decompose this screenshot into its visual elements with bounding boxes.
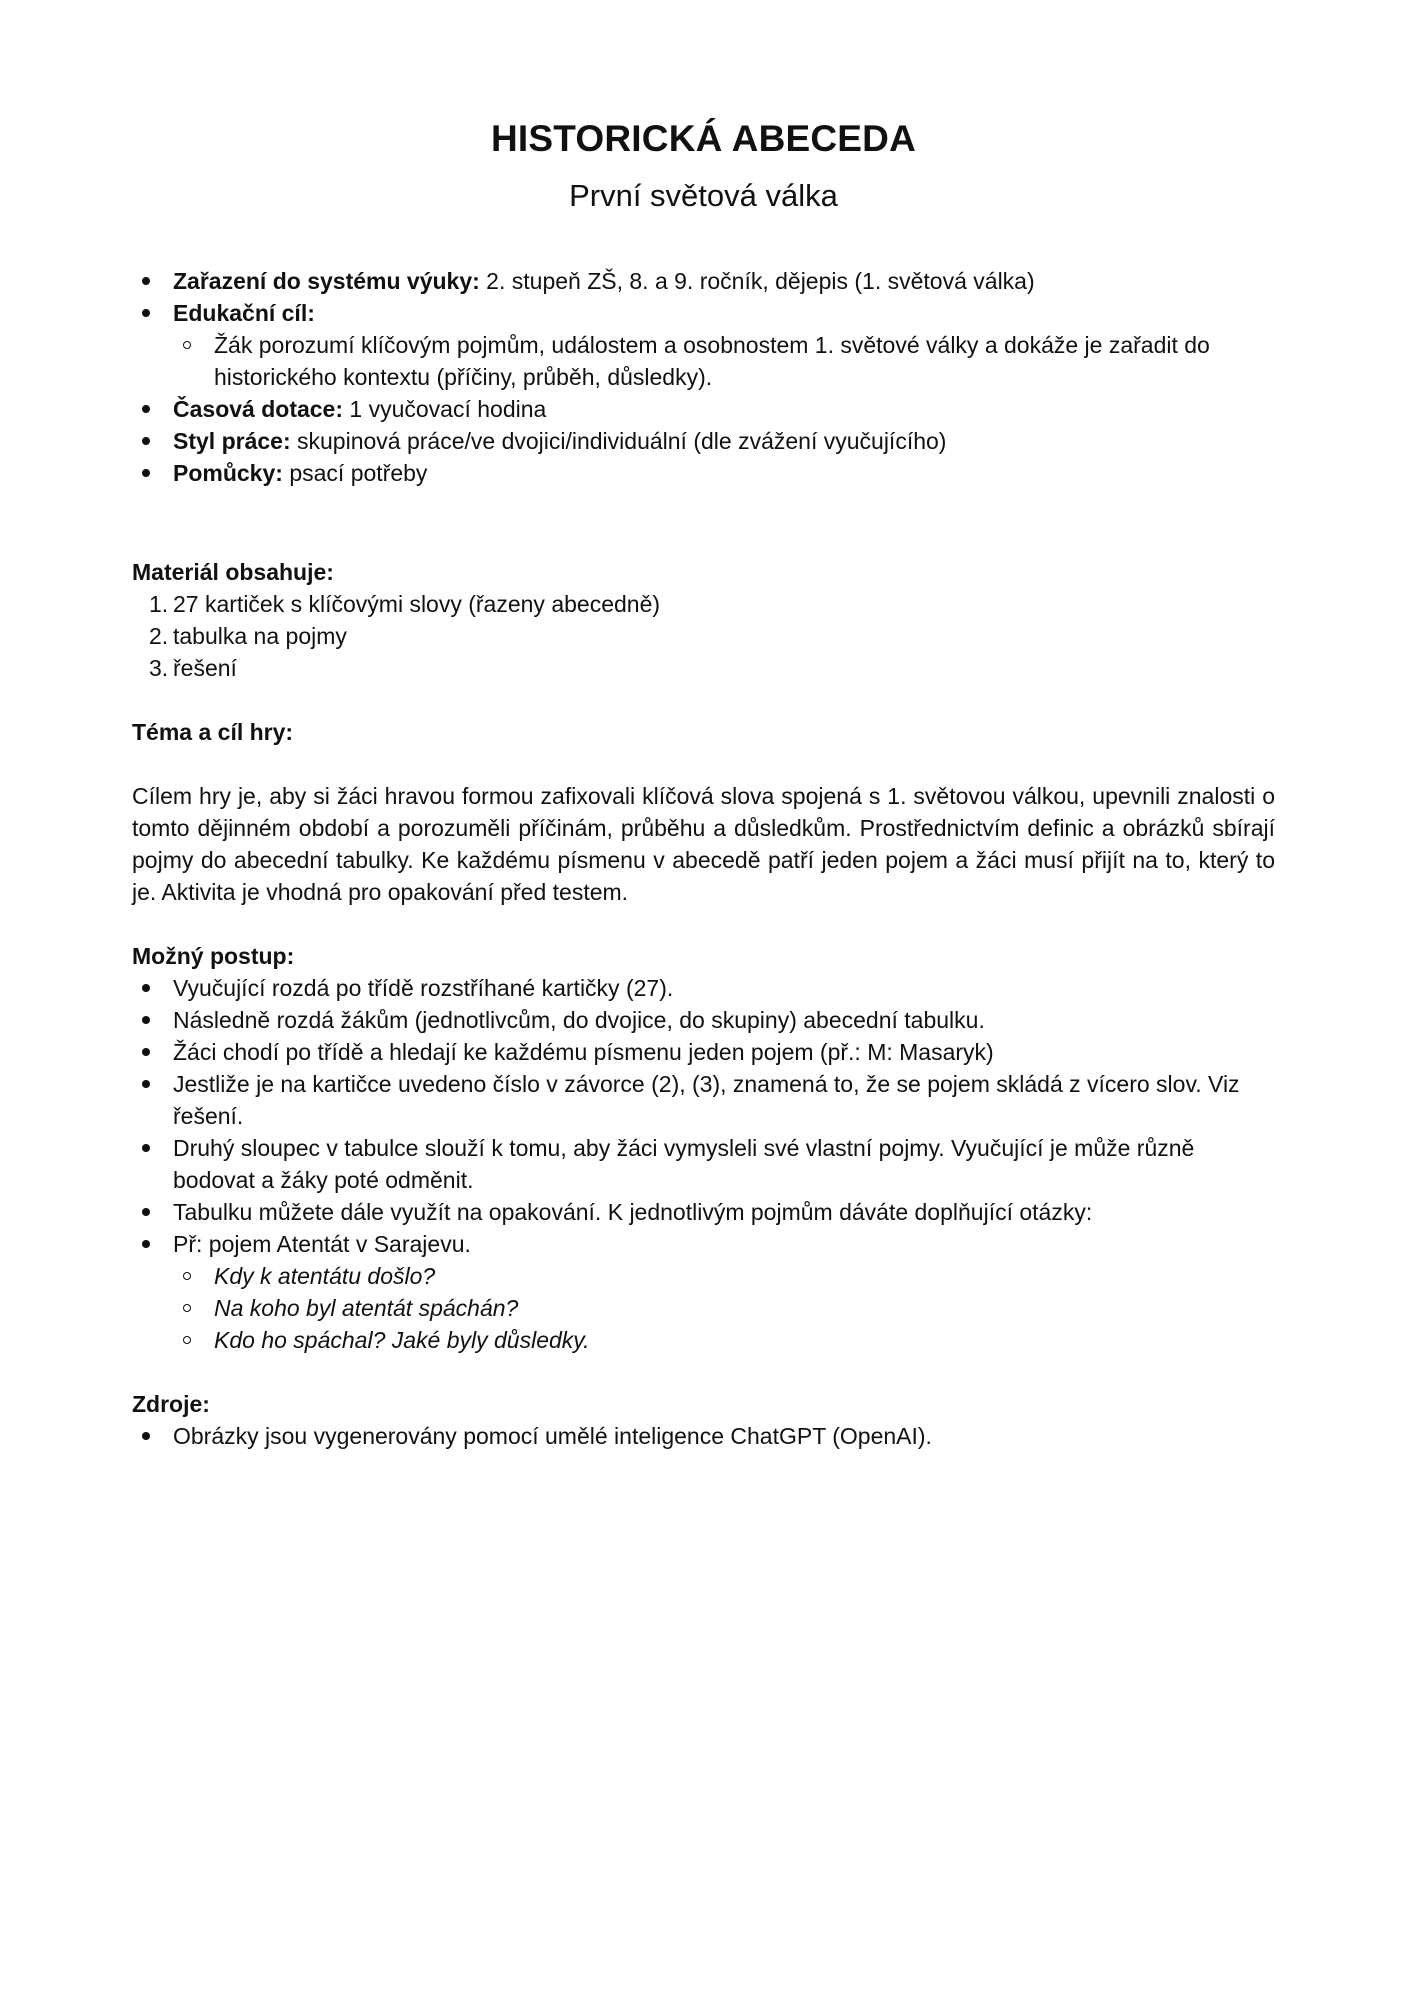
- procedure-item: Následně rozdá žákům (jednotlivcům, do dvojice, do skupiny) abecední tabulku.: [132, 1004, 1275, 1036]
- info-item-goal: [132, 297, 1275, 329]
- list-number: 3.: [149, 655, 169, 681]
- material-item: [132, 620, 1275, 652]
- document-title: HISTORICKÁ ABECEDA: [490, 118, 917, 159]
- question-item: Na koho byl atentát spáchán?: [132, 1292, 1275, 1324]
- sources-list: [132, 1420, 1275, 1452]
- material-item-text: 27 kartiček s klíčovými slovy (řazeny abecedně): [173, 591, 661, 617]
- procedure-item: Vyučující rozdá po třídě rozstříhané kartičky (27).: [132, 972, 1275, 1004]
- info-value: 2. stupeň ZŠ, 8. a 9. ročník, dějepis (1. světová válka): [479, 268, 1035, 294]
- goal-sublist: [132, 329, 1275, 393]
- material-item: [132, 652, 1275, 684]
- info-value: psací potřeby: [282, 460, 428, 486]
- procedure-questions: [132, 1260, 1275, 1356]
- procedure-item: Př: pojem Atentát v Sarajevu.: [132, 1228, 1275, 1260]
- info-goal-sublist-wrapper: [132, 329, 1275, 393]
- question-item: Kdy k atentátu došlo?: [132, 1260, 1275, 1292]
- theme-section: [132, 716, 1275, 748]
- list-number: 2.: [149, 623, 169, 649]
- goal-subitem: Žák porozumí klíčovým pojmům, událostem a osobnostem 1. světové války a dokáže je zařadit do historického kontextu (příčiny, průběh, důsledky).: [132, 329, 1275, 393]
- procedure-heading: Možný postup:: [132, 943, 295, 969]
- info-value: skupinová práce/ve dvojici/individuální (dle zvážení vyučujícího): [290, 428, 947, 454]
- info-label: Edukační cíl:: [173, 300, 315, 326]
- info-label: Styl práce:: [173, 428, 291, 454]
- info-item-time: [132, 393, 1275, 425]
- procedure-item: Druhý sloupec v tabulce slouží k tomu, aby žáci vymysleli své vlastní pojmy. Vyučující je může různě bodovat a žáky poté odměnit.: [132, 1132, 1275, 1196]
- procedure-item: Jestliže je na kartičce uvedeno číslo v závorce (2), (3), znamená to, že se pojem skládá z vícero slov. Viz řešení.: [132, 1068, 1275, 1132]
- material-item-text: tabulka na pojmy: [173, 623, 347, 649]
- material-section: [132, 556, 1275, 684]
- info-item-tools: [132, 457, 1275, 489]
- info-item-classification: [132, 265, 1275, 297]
- theme-heading: Téma a cíl hry:: [132, 719, 294, 745]
- material-item: [132, 588, 1275, 620]
- info-label: Zařazení do systému výuky:: [173, 268, 480, 294]
- sources-heading: Zdroje:: [132, 1391, 210, 1417]
- procedure-list: [132, 972, 1275, 1260]
- procedure-item: Tabulku můžete dále využít na opakování. K jednotlivým pojmům dáváte doplňující otázky:: [132, 1196, 1275, 1228]
- info-label: Pomůcky:: [173, 460, 283, 486]
- source-item: Obrázky jsou vygenerovány pomocí umělé inteligence ChatGPT (OpenAI).: [132, 1420, 1275, 1452]
- info-value: 1 vyučovací hodina: [343, 396, 547, 422]
- sources-section: [132, 1388, 1275, 1452]
- document-subtitle: První světová válka: [569, 178, 838, 213]
- info-label: Časová dotace:: [173, 396, 344, 422]
- material-heading: Materiál obsahuje:: [132, 559, 334, 585]
- info-item-style: [132, 425, 1275, 457]
- procedure-section: [132, 940, 1275, 1356]
- info-list: [132, 265, 1275, 489]
- material-list: [132, 588, 1275, 684]
- list-number: 1.: [149, 591, 169, 617]
- procedure-item: Žáci chodí po třídě a hledají ke každému písmenu jeden pojem (př.: M: Masaryk): [132, 1036, 1275, 1068]
- theme-paragraph: Cílem hry je, aby si žáci hravou formou zafixovali klíčová slova spojená s 1. světovou válkou, upevnili znalosti o tomto dějinném období a porozuměli příčinám, průběhu a důsledkům. Prostřednictvím definic a obrázků sbírají pojmy do abecední tabulky. Ke každému písmenu v abecedě patří jeden pojem a žáci musí přijít na to, který to je. Aktivita je vhodná pro opakování před testem.: [132, 783, 1275, 905]
- material-item-text: řešení: [173, 655, 237, 681]
- question-item: Kdo ho spáchal? Jaké byly důsledky.: [132, 1324, 1275, 1356]
